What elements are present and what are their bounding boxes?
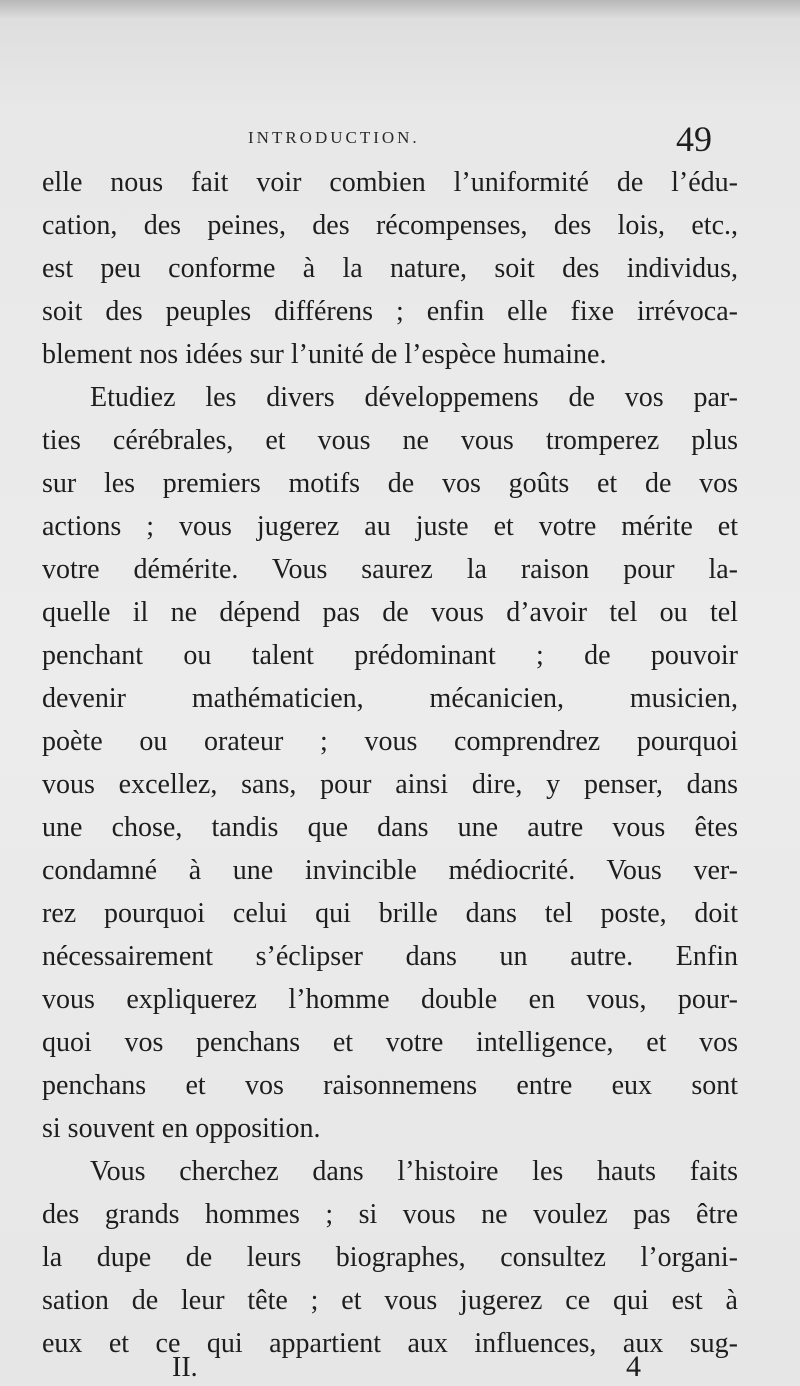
text-line: est peu conforme à la nature, soit des individus, xyxy=(42,253,738,284)
text-line: la dupe de leurs biographes, consultez l’organi- xyxy=(42,1242,738,1273)
text-line: si souvent en opposition. xyxy=(42,1113,321,1144)
text-line: ties cérébrales, et vous ne vous tromperez plus xyxy=(42,425,738,456)
page-number: 49 xyxy=(676,119,712,159)
text-line: vous excellez, sans, pour ainsi dire, y penser, dans xyxy=(42,769,738,800)
page-top-edge xyxy=(0,0,800,18)
text-line: Etudiez les divers développemens de vos par- xyxy=(90,382,738,413)
text-line: devenir mathématicien, mécanicien, musicien, xyxy=(42,683,738,714)
signature-mark: II. xyxy=(172,1352,198,1383)
text-line: soit des peuples différens ; enfin elle fixe irrévoca- xyxy=(42,296,738,327)
text-line: quoi vos penchans et votre intelligence, et vos xyxy=(42,1027,738,1058)
text-line: penchant ou talent prédominant ; de pouvoir xyxy=(42,640,738,671)
text-line: actions ; vous jugerez au juste et votre mérite et xyxy=(42,511,738,542)
text-line: blement nos idées sur l’unité de l’espèce humaine. xyxy=(42,339,607,370)
text-line: Vous cherchez dans l’histoire les hauts faits xyxy=(90,1156,738,1187)
signature-number: 4 xyxy=(626,1350,641,1383)
text-line: poète ou orateur ; vous comprendrez pourquoi xyxy=(42,726,738,757)
text-line: elle nous fait voir combien l’uniformité de l’édu- xyxy=(42,167,738,198)
text-line: condamné à une invincible médiocrité. Vous ver- xyxy=(42,855,738,886)
text-line: rez pourquoi celui qui brille dans tel poste, doit xyxy=(42,898,738,929)
running-head: INTRODUCTION. xyxy=(248,128,420,147)
text-line: nécessairement s’éclipser dans un autre. Enfin xyxy=(42,941,738,972)
text-line: quelle il ne dépend pas de vous d’avoir tel ou tel xyxy=(42,597,738,628)
text-line: des grands hommes ; si vous ne voulez pas être xyxy=(42,1199,738,1230)
text-line: cation, des peines, des récompenses, des lois, etc., xyxy=(42,210,738,241)
text-line: sation de leur tête ; et vous jugerez ce qui est à xyxy=(42,1285,738,1316)
text-line: penchans et vos raisonnemens entre eux sont xyxy=(42,1070,738,1101)
text-line: une chose, tandis que dans une autre vous êtes xyxy=(42,812,738,843)
text-line: vous expliquerez l’homme double en vous, pour- xyxy=(42,984,738,1015)
text-line: sur les premiers motifs de vos goûts et de vos xyxy=(42,468,738,499)
text-line: votre démérite. Vous saurez la raison pour la- xyxy=(42,554,738,585)
text-line: eux et ce qui appartient aux influences, aux sug- xyxy=(42,1328,738,1359)
